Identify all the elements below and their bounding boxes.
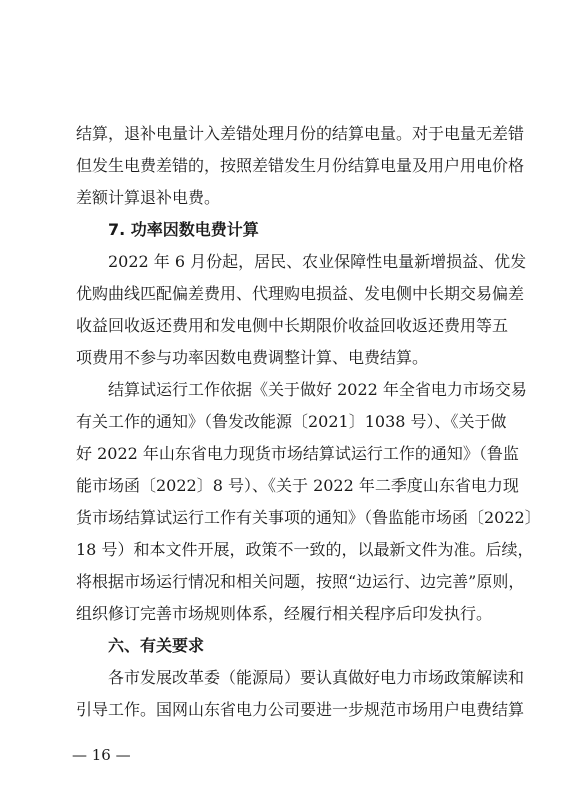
paragraph-line: 2022 年 6 月份起，居民、农业保障性电量新增损益、优发 [108,252,527,271]
paragraph-line: 结算试运行工作依据《关于做好 2022 年全省电力市场交易 [108,380,527,399]
paragraph-line: 组织修订完善市场规则体系，经履行相关程序后印发执行。 [76,604,493,623]
section-heading: 六、有关要求 [108,636,205,655]
paragraph-line: 将根据市场运行情况和相关问题，按照“边运行、边完善”原则， [76,572,525,591]
section-heading: 7. 功率因数电费计算 [108,220,259,239]
paragraph-line: 好 2022 年山东省电力现货市场结算试运行工作的通知》（鲁监 [76,444,519,463]
paragraph-line: 优购曲线匹配偏差费用、代理购电损益、发电侧中长期交易偏差 [76,284,525,303]
paragraph-line: 有关工作的通知》（鲁发改能源〔2021〕1038 号）、《关于做 [76,412,507,431]
paragraph-line: 但发生电费差错的，按照差错发生月份结算电量及用户用电价格 [76,156,525,175]
paragraph-line: 能市场函〔2022〕8 号）、《关于 2022 年二季度山东省电力现 [76,476,519,495]
page-number: — 16 — [72,746,131,764]
paragraph-line: 货市场结算试运行工作有关事项的通知》（鲁监能市场函〔2022〕 [76,508,541,527]
paragraph-line: 结算，退补电量计入差错处理月份的结算电量。对于电量无差错 [76,124,525,143]
paragraph-line: 各市发展改革委（能源局）要认真做好电力市场政策解读和 [108,668,525,687]
paragraph-line: 差额计算退补电费。 [76,188,221,207]
paragraph-line: 项费用不参与功率因数电费调整计算、电费结算。 [76,348,429,367]
paragraph-line: 引导工作。国网山东省电力公司要进一步规范市场用户电费结算 [76,700,525,719]
paragraph-line: 收益回收返还费用和发电侧中长期限价收益回收返还费用等五 [76,316,509,335]
paragraph-line: 18 号）和本文件开展，政策不一致的，以最新文件为准。后续， [76,540,534,559]
